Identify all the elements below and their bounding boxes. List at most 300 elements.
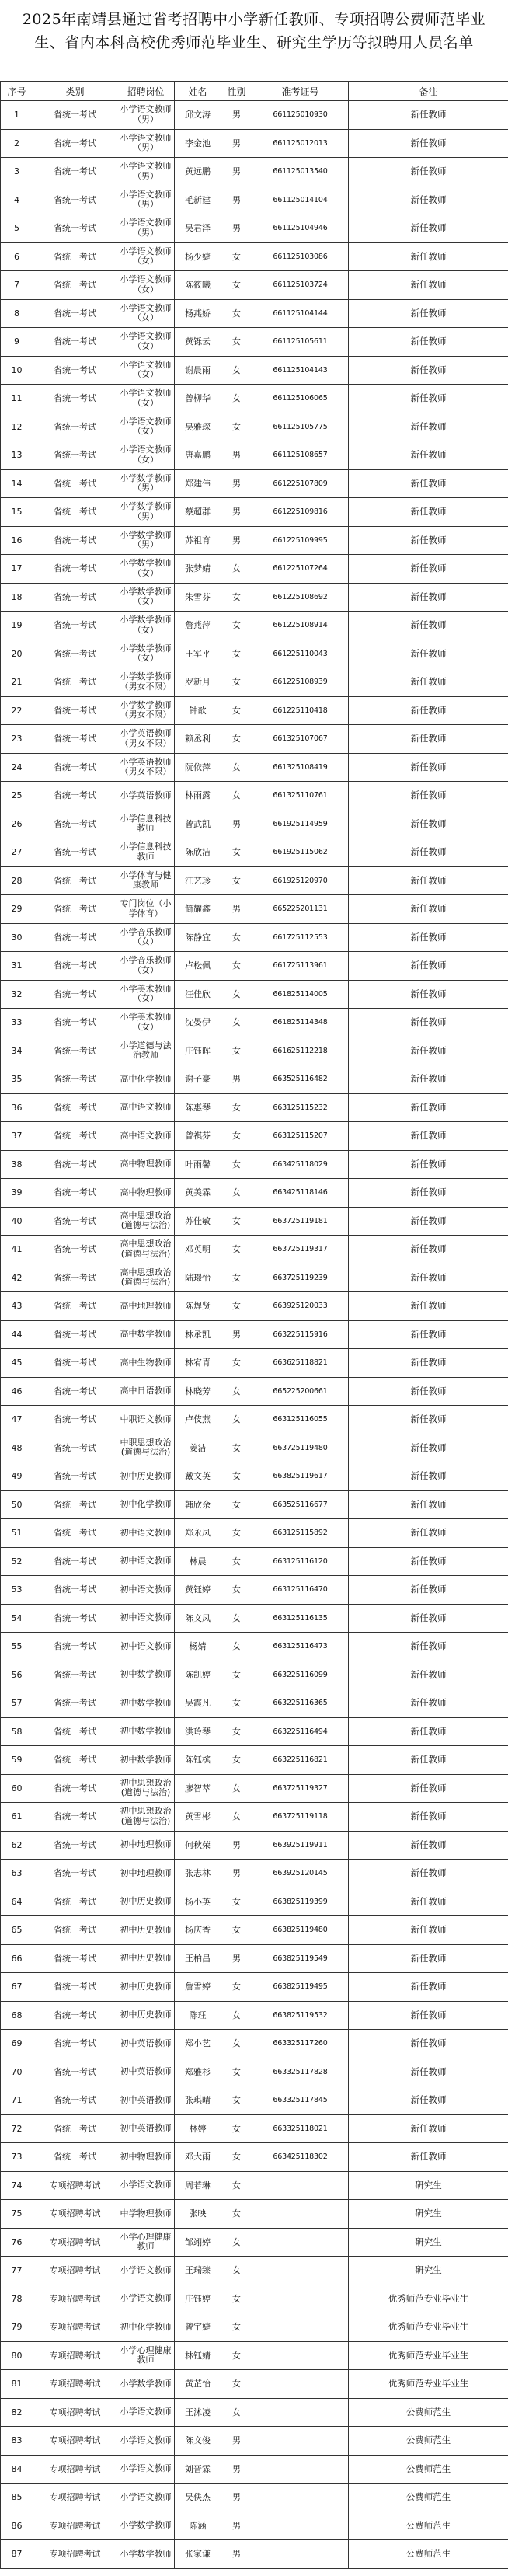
cell-exam-number: 663825119495 — [252, 1973, 349, 2002]
cell-position: 高中思想政治(道德与法治) — [117, 1207, 175, 1236]
cell-index: 45 — [1, 1349, 33, 1378]
table-row — [1, 838, 508, 867]
table-row — [1, 242, 508, 271]
cell-index: 26 — [1, 810, 33, 838]
cell-category: 省统一考试 — [33, 1122, 117, 1151]
cell-exam-number: 661325107067 — [252, 725, 349, 754]
cell-category: 专项招聘考试 — [33, 2455, 117, 2484]
table-row — [1, 2484, 508, 2512]
cell-gender: 男 — [221, 158, 252, 186]
cell-index: 20 — [1, 640, 33, 668]
cell-remark: 新任教师 — [349, 214, 508, 243]
cell-index: 50 — [1, 1490, 33, 1519]
cell-name: 朱雪芬 — [175, 583, 221, 612]
cell-gender: 女 — [221, 2086, 252, 2115]
table-row — [1, 2341, 508, 2370]
cell-gender: 男 — [221, 2512, 252, 2540]
cell-category: 省统一考试 — [33, 2114, 117, 2143]
table-row — [1, 2086, 508, 2115]
cell-category: 省统一考试 — [33, 2058, 117, 2086]
cell-position: 高中数学教师 — [117, 1320, 175, 1349]
cell-name: 詹燕萍 — [175, 612, 221, 640]
cell-exam-number: 663725119327 — [252, 1774, 349, 1803]
cell-exam-number: 663925120033 — [252, 1292, 349, 1321]
cell-gender: 女 — [221, 2313, 252, 2342]
cell-position: 初中语文教师 — [117, 1604, 175, 1633]
cell-index: 64 — [1, 1888, 33, 1916]
cell-position: 高中生物教师 — [117, 1349, 175, 1378]
table-row — [1, 1689, 508, 1718]
cell-remark: 新任教师 — [349, 1973, 508, 2002]
cell-position: 小学英语教师（男女不限） — [117, 725, 175, 754]
cell-category: 省统一考试 — [33, 1633, 117, 1661]
cell-remark: 新任教师 — [349, 923, 508, 952]
table-row — [1, 612, 508, 640]
cell-index: 68 — [1, 2001, 33, 2030]
cell-remark: 新任教师 — [349, 980, 508, 1009]
cell-name: 吴霞凡 — [175, 1689, 221, 1718]
cell-gender: 女 — [221, 1803, 252, 1832]
cell-remark: 新任教师 — [349, 1236, 508, 1264]
table-row — [1, 555, 508, 584]
cell-exam-number: 663725119181 — [252, 1207, 349, 1236]
cell-category: 省统一考试 — [33, 1661, 117, 1689]
cell-category: 省统一考试 — [33, 1774, 117, 1803]
cell-position: 初中英语教师 — [117, 2114, 175, 2143]
cell-position: 小学语文教师 — [117, 2257, 175, 2285]
cell-name: 黄铄云 — [175, 328, 221, 357]
cell-position: 小学语文教师（女） — [117, 299, 175, 328]
cell-exam-number: 663825119480 — [252, 1916, 349, 1945]
cell-exam-number: 661625112218 — [252, 1037, 349, 1065]
cell-gender: 女 — [221, 1633, 252, 1661]
cell-gender: 女 — [221, 1179, 252, 1208]
cell-category: 省统一考试 — [33, 242, 117, 271]
cell-exam-number: 661125013540 — [252, 158, 349, 186]
table-row — [1, 1547, 508, 1576]
cell-name: 毛新建 — [175, 186, 221, 214]
cell-position: 初中地理教师 — [117, 1860, 175, 1888]
cell-exam-number: 661225108692 — [252, 583, 349, 612]
cell-gender: 女 — [221, 1604, 252, 1633]
cell-name: 陈欣洁 — [175, 838, 221, 867]
cell-position: 小学语文教师 — [117, 2398, 175, 2427]
cell-name: 姜洁 — [175, 1434, 221, 1462]
cell-remark: 新任教师 — [349, 158, 508, 186]
cell-index: 33 — [1, 1009, 33, 1037]
column-header-remark: 备注 — [349, 82, 508, 101]
cell-name: 邱文涛 — [175, 101, 221, 130]
cell-remark: 新任教师 — [349, 555, 508, 584]
cell-index: 2 — [1, 129, 33, 158]
table-row — [1, 1519, 508, 1548]
table-row — [1, 1746, 508, 1775]
cell-gender: 女 — [221, 725, 252, 754]
cell-remark: 新任教师 — [349, 810, 508, 838]
cell-name: 江艺珍 — [175, 866, 221, 895]
table-row — [1, 668, 508, 697]
cell-exam-number — [252, 2512, 349, 2540]
column-header-index: 序号 — [1, 82, 33, 101]
cell-exam-number: 663125116135 — [252, 1604, 349, 1633]
cell-index: 5 — [1, 214, 33, 243]
cell-index: 81 — [1, 2370, 33, 2399]
cell-category: 省统一考试 — [33, 866, 117, 895]
cell-exam-number — [252, 2427, 349, 2456]
cell-position: 小学语文教师（女） — [117, 441, 175, 470]
cell-exam-number: 663125116470 — [252, 1576, 349, 1605]
cell-gender: 女 — [221, 1236, 252, 1264]
table-row — [1, 1406, 508, 1434]
cell-position: 小学数学教师（女） — [117, 583, 175, 612]
cell-gender: 女 — [221, 1009, 252, 1037]
cell-remark: 新任教师 — [349, 640, 508, 668]
cell-name: 林晨 — [175, 1547, 221, 1576]
cell-position: 小学数学教师（男） — [117, 469, 175, 498]
cell-remark: 新任教师 — [349, 498, 508, 527]
cell-name: 吴雅琛 — [175, 413, 221, 441]
cell-remark: 新任教师 — [349, 952, 508, 981]
cell-gender: 女 — [221, 1292, 252, 1321]
cell-name: 曾祺芬 — [175, 1122, 221, 1151]
table-row — [1, 2200, 508, 2229]
cell-position: 小学语文教师（男） — [117, 158, 175, 186]
cell-exam-number — [252, 2341, 349, 2370]
cell-gender: 女 — [221, 1406, 252, 1434]
cell-index: 38 — [1, 1150, 33, 1179]
table-row — [1, 583, 508, 612]
cell-index: 16 — [1, 526, 33, 555]
cell-category: 省统一考试 — [33, 2030, 117, 2058]
cell-remark: 新任教师 — [349, 1746, 508, 1775]
cell-remark: 新任教师 — [349, 1717, 508, 1746]
table-row — [1, 1888, 508, 1916]
cell-index: 48 — [1, 1434, 33, 1462]
table-row — [1, 696, 508, 725]
cell-remark: 优秀师范专业毕业生 — [349, 2370, 508, 2399]
cell-remark: 新任教师 — [349, 2086, 508, 2115]
cell-gender: 男 — [221, 895, 252, 924]
cell-gender: 女 — [221, 1122, 252, 1151]
cell-gender: 男 — [221, 498, 252, 527]
cell-category: 省统一考试 — [33, 1349, 117, 1378]
cell-gender: 女 — [221, 1462, 252, 1491]
cell-index: 46 — [1, 1377, 33, 1406]
cell-category: 省统一考试 — [33, 583, 117, 612]
cell-exam-number: 663125116055 — [252, 1406, 349, 1434]
cell-gender: 男 — [221, 101, 252, 130]
cell-name: 李金池 — [175, 129, 221, 158]
cell-category: 省统一考试 — [33, 1803, 117, 1832]
cell-remark: 研究生 — [349, 2200, 508, 2229]
cell-position: 初中地理教师 — [117, 1831, 175, 1860]
cell-position: 小学语文教师（男） — [117, 214, 175, 243]
cell-exam-number: 661225110043 — [252, 640, 349, 668]
cell-remark: 新任教师 — [349, 1831, 508, 1860]
table-row — [1, 1320, 508, 1349]
table-row — [1, 1717, 508, 1746]
cell-name: 杨燕娇 — [175, 299, 221, 328]
table-row — [1, 1803, 508, 1832]
cell-remark: 新任教师 — [349, 1490, 508, 1519]
cell-remark: 新任教师 — [349, 1037, 508, 1065]
cell-exam-number: 663125115232 — [252, 1093, 349, 1122]
cell-name: 何秋荣 — [175, 1831, 221, 1860]
cell-index: 15 — [1, 498, 33, 527]
cell-gender: 女 — [221, 328, 252, 357]
cell-position: 小学数学教师（女） — [117, 555, 175, 584]
cell-category: 省统一考试 — [33, 696, 117, 725]
cell-name: 曾柳华 — [175, 385, 221, 413]
cell-index: 60 — [1, 1774, 33, 1803]
cell-exam-number: 663125115207 — [252, 1122, 349, 1151]
cell-exam-number: 661125104144 — [252, 299, 349, 328]
cell-exam-number: 661325108419 — [252, 753, 349, 782]
cell-category: 省统一考试 — [33, 1519, 117, 1548]
cell-index: 1 — [1, 101, 33, 130]
cell-name: 林宥青 — [175, 1349, 221, 1378]
cell-name: 陈凯婷 — [175, 1661, 221, 1689]
cell-exam-number: 663425118302 — [252, 2143, 349, 2172]
cell-gender: 女 — [221, 1746, 252, 1775]
cell-gender: 男 — [221, 214, 252, 243]
cell-name: 谢晨雨 — [175, 356, 221, 385]
cell-category: 省统一考试 — [33, 1207, 117, 1236]
cell-category: 专项招聘考试 — [33, 2228, 117, 2257]
cell-index: 32 — [1, 980, 33, 1009]
cell-index: 56 — [1, 1661, 33, 1689]
cell-name: 曾武凯 — [175, 810, 221, 838]
cell-index: 66 — [1, 1944, 33, 1973]
cell-name: 蔡超群 — [175, 498, 221, 527]
cell-exam-number: 663225116821 — [252, 1746, 349, 1775]
cell-remark: 新任教师 — [349, 271, 508, 300]
table-row — [1, 1037, 508, 1065]
cell-gender: 男 — [221, 2540, 252, 2569]
cell-exam-number: 663825119399 — [252, 1888, 349, 1916]
cell-category: 专项招聘考试 — [33, 2427, 117, 2456]
cell-exam-number: 663225115916 — [252, 1320, 349, 1349]
table-row — [1, 1377, 508, 1406]
cell-remark: 公费师范生 — [349, 2484, 508, 2512]
cell-exam-number: 661225109995 — [252, 526, 349, 555]
cell-gender: 女 — [221, 2171, 252, 2200]
cell-position: 初中物理教师 — [117, 2143, 175, 2172]
cell-index: 86 — [1, 2512, 33, 2540]
cell-gender: 女 — [221, 1093, 252, 1122]
table-row — [1, 2030, 508, 2058]
cell-exam-number: 663225116365 — [252, 1689, 349, 1718]
cell-category: 专项招聘考试 — [33, 2171, 117, 2200]
cell-name: 王军平 — [175, 640, 221, 668]
cell-remark: 新任教师 — [349, 1065, 508, 1094]
table-row — [1, 1831, 508, 1860]
cell-index: 58 — [1, 1717, 33, 1746]
cell-position: 高中语文教师 — [117, 1093, 175, 1122]
cell-position: 小学语文教师（女） — [117, 385, 175, 413]
cell-index: 18 — [1, 583, 33, 612]
cell-position: 初中思想政治(道德与法治) — [117, 1803, 175, 1832]
cell-exam-number: 661925120970 — [252, 866, 349, 895]
cell-category: 省统一考试 — [33, 1916, 117, 1945]
cell-position: 初中数学教师 — [117, 1661, 175, 1689]
cell-category: 省统一考试 — [33, 498, 117, 527]
cell-index: 17 — [1, 555, 33, 584]
cell-position: 小学语文教师 — [117, 2427, 175, 2456]
cell-index: 51 — [1, 1519, 33, 1548]
cell-name: 刘晋霖 — [175, 2455, 221, 2484]
cell-gender: 女 — [221, 1888, 252, 1916]
cell-category: 专项招聘考试 — [33, 2484, 117, 2512]
cell-category: 省统一考试 — [33, 1292, 117, 1321]
cell-category: 省统一考试 — [33, 1150, 117, 1179]
column-header-exam-number: 准考证号 — [252, 82, 349, 101]
table-row — [1, 1264, 508, 1292]
cell-exam-number: 661825114005 — [252, 980, 349, 1009]
cell-name: 张映 — [175, 2200, 221, 2229]
column-header-name: 姓名 — [175, 82, 221, 101]
table-row — [1, 526, 508, 555]
cell-category: 省统一考试 — [33, 1009, 117, 1037]
cell-index: 41 — [1, 1236, 33, 1264]
table-row — [1, 753, 508, 782]
cell-exam-number: 661125108657 — [252, 441, 349, 470]
table-row — [1, 1633, 508, 1661]
cell-category: 专项招聘考试 — [33, 2398, 117, 2427]
cell-gender: 女 — [221, 2114, 252, 2143]
cell-position: 小学音乐教师（女） — [117, 952, 175, 981]
cell-position: 小学语文教师 — [117, 2285, 175, 2313]
cell-gender: 女 — [221, 1207, 252, 1236]
cell-remark: 新任教师 — [349, 2030, 508, 2058]
cell-index: 9 — [1, 328, 33, 357]
cell-exam-number: 663525116482 — [252, 1065, 349, 1094]
cell-name: 王柏昌 — [175, 1944, 221, 1973]
cell-exam-number: 661125104946 — [252, 214, 349, 243]
cell-remark: 新任教师 — [349, 1547, 508, 1576]
cell-index: 3 — [1, 158, 33, 186]
cell-gender: 女 — [221, 923, 252, 952]
cell-name: 戴文英 — [175, 1462, 221, 1491]
cell-exam-number: 661225108914 — [252, 612, 349, 640]
cell-gender: 女 — [221, 413, 252, 441]
cell-remark: 新任教师 — [349, 101, 508, 130]
cell-name: 唐嘉鹏 — [175, 441, 221, 470]
cell-index: 4 — [1, 186, 33, 214]
cell-index: 7 — [1, 271, 33, 300]
cell-name: 叶雨馨 — [175, 1150, 221, 1179]
cell-name: 廖智萃 — [175, 1774, 221, 1803]
cell-category: 省统一考试 — [33, 753, 117, 782]
cell-name: 陈涵 — [175, 2512, 221, 2540]
cell-exam-number: 663225116099 — [252, 1661, 349, 1689]
table-row — [1, 1490, 508, 1519]
cell-index: 85 — [1, 2484, 33, 2512]
table-row — [1, 1604, 508, 1633]
table-row — [1, 1661, 508, 1689]
cell-index: 42 — [1, 1264, 33, 1292]
cell-category: 省统一考试 — [33, 1944, 117, 1973]
cell-remark: 新任教师 — [349, 356, 508, 385]
cell-exam-number: 663625118821 — [252, 1349, 349, 1378]
cell-exam-number: 661125103086 — [252, 242, 349, 271]
cell-category: 省统一考试 — [33, 299, 117, 328]
cell-name: 张琪晴 — [175, 2086, 221, 2115]
cell-name: 邹翊婷 — [175, 2228, 221, 2257]
cell-gender: 女 — [221, 612, 252, 640]
cell-category: 省统一考试 — [33, 1264, 117, 1292]
cell-index: 8 — [1, 299, 33, 328]
cell-gender: 女 — [221, 271, 252, 300]
cell-name: 赖丞利 — [175, 725, 221, 754]
cell-position: 小学数学教师（女） — [117, 640, 175, 668]
cell-category: 省统一考试 — [33, 923, 117, 952]
cell-category: 省统一考试 — [33, 952, 117, 981]
cell-gender: 女 — [221, 2370, 252, 2399]
cell-category: 省统一考试 — [33, 158, 117, 186]
cell-position: 小学语文教师（女） — [117, 356, 175, 385]
cell-name: 林婷 — [175, 2114, 221, 2143]
cell-remark: 新任教师 — [349, 413, 508, 441]
cell-category: 省统一考试 — [33, 186, 117, 214]
cell-name: 杨少婕 — [175, 242, 221, 271]
cell-exam-number: 663425118146 — [252, 1179, 349, 1208]
cell-exam-number — [252, 2370, 349, 2399]
cell-category: 省统一考试 — [33, 214, 117, 243]
cell-remark: 新任教师 — [349, 583, 508, 612]
cell-position: 初中历史教师 — [117, 1973, 175, 2002]
cell-exam-number: 661125104143 — [252, 356, 349, 385]
cell-name: 黄远鹏 — [175, 158, 221, 186]
cell-category: 省统一考试 — [33, 1179, 117, 1208]
cell-gender: 女 — [221, 1349, 252, 1378]
cell-position: 中学物理教师 — [117, 2200, 175, 2229]
cell-gender: 女 — [221, 1037, 252, 1065]
table-row — [1, 2058, 508, 2086]
cell-exam-number: 663725119239 — [252, 1264, 349, 1292]
cell-name: 吴佚杰 — [175, 2484, 221, 2512]
cell-position: 小学语文教师（女） — [117, 413, 175, 441]
table-row — [1, 1122, 508, 1151]
cell-name: 洪玲琴 — [175, 1717, 221, 1746]
cell-index: 72 — [1, 2114, 33, 2143]
cell-category: 省统一考试 — [33, 1377, 117, 1406]
cell-name: 韩欣余 — [175, 1490, 221, 1519]
cell-gender: 女 — [221, 242, 252, 271]
cell-category: 省统一考试 — [33, 1576, 117, 1605]
cell-name: 邓大雨 — [175, 2143, 221, 2172]
cell-exam-number: 663725119480 — [252, 1434, 349, 1462]
table-row — [1, 413, 508, 441]
cell-exam-number: 661125012013 — [252, 129, 349, 158]
cell-remark: 新任教师 — [349, 1264, 508, 1292]
cell-remark: 新任教师 — [349, 1009, 508, 1037]
cell-gender: 女 — [221, 1774, 252, 1803]
cell-gender: 女 — [221, 385, 252, 413]
cell-category: 省统一考试 — [33, 2086, 117, 2115]
cell-index: 79 — [1, 2313, 33, 2342]
cell-exam-number: 663325118021 — [252, 2114, 349, 2143]
cell-index: 11 — [1, 385, 33, 413]
table-row — [1, 1093, 508, 1122]
cell-index: 80 — [1, 2341, 33, 2370]
cell-remark: 新任教师 — [349, 1888, 508, 1916]
cell-index: 67 — [1, 1973, 33, 2002]
cell-category: 省统一考试 — [33, 895, 117, 924]
cell-gender: 女 — [221, 1689, 252, 1718]
cell-gender: 女 — [221, 2058, 252, 2086]
cell-exam-number: 663425118029 — [252, 1150, 349, 1179]
